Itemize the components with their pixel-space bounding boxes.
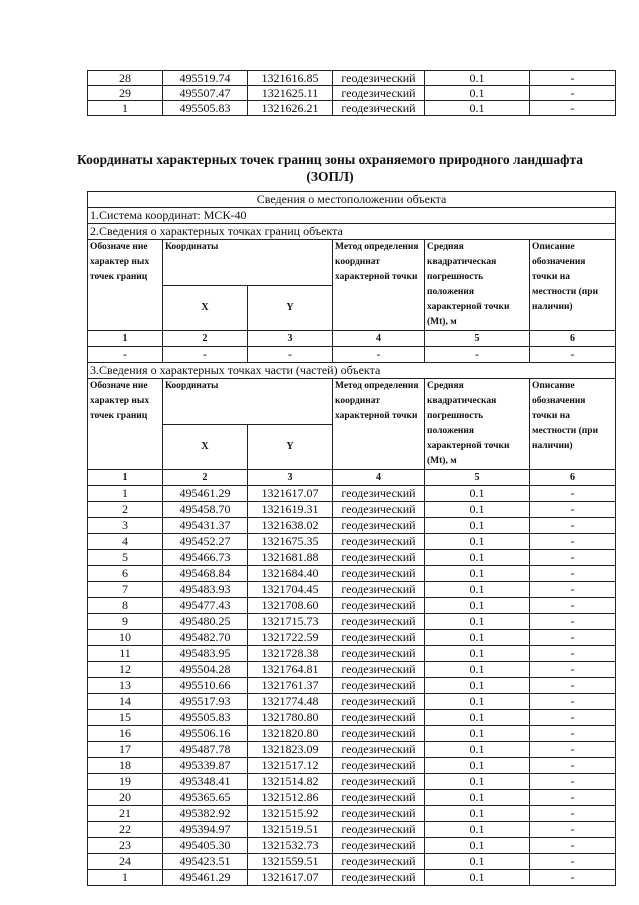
coord-x: 495482.70 [163,630,248,646]
col-num: 5 [425,470,530,486]
point-number: 3 [88,518,163,534]
method: геодезический [333,758,425,774]
coord-x: 495348.41 [163,774,248,790]
description: - [530,630,616,646]
coord-x: 495466.73 [163,550,248,566]
coord-y: 1321512.86 [248,790,333,806]
method: геодезический [333,598,425,614]
table-row [88,566,616,582]
accuracy: 0.1 [425,86,530,101]
method: геодезический [333,678,425,694]
coordinate-system: 1.Система координат: МСК-40 [88,208,616,224]
accuracy: 0.1 [425,806,530,822]
empty-cell: - [530,347,616,363]
coord-y: 1321722.59 [248,630,333,646]
accuracy: 0.1 [425,726,530,742]
description: - [530,838,616,854]
coord-y: 1321617.07 [248,870,333,886]
coord-y: 1321514.82 [248,774,333,790]
method: геодезический [333,806,425,822]
coord-x: 495507.47 [163,86,248,101]
method: геодезический [333,486,425,502]
coord-y: 1321619.31 [248,502,333,518]
coord-y: 1321780.80 [248,710,333,726]
table-row [88,774,616,790]
coord-y: 1321704.45 [248,582,333,598]
description: - [530,694,616,710]
method: геодезический [333,694,425,710]
col-num: 6 [530,331,616,347]
description: - [530,742,616,758]
col-num: 4 [333,331,425,347]
coord-x: 495365.65 [163,790,248,806]
column-numbers-row [88,470,616,486]
header-method: Метод определения координат характерной точки [333,379,425,470]
coord-x: 495382.92 [163,806,248,822]
coord-x: 495452.27 [163,534,248,550]
accuracy: 0.1 [425,838,530,854]
coordinates-rows [88,486,616,886]
method: геодезический [333,774,425,790]
method: геодезический [333,614,425,630]
accuracy: 0.1 [425,550,530,566]
accuracy: 0.1 [425,662,530,678]
continued-coordinates-table [87,70,616,116]
coord-x: 495405.30 [163,838,248,854]
col-num: 3 [248,331,333,347]
coord-y: 1321517.12 [248,758,333,774]
accuracy: 0.1 [425,582,530,598]
col-num: 1 [88,470,163,486]
method: геодезический [333,502,425,518]
coord-y: 1321761.37 [248,678,333,694]
description: - [530,726,616,742]
table-row [88,726,616,742]
table-row [88,486,616,502]
col-num: 4 [333,470,425,486]
accuracy: 0.1 [425,486,530,502]
table-row [88,582,616,598]
continued-coordinates-body [88,71,616,116]
description: - [530,710,616,726]
description: - [530,662,616,678]
point-number: 20 [88,790,163,806]
method: геодезический [333,566,425,582]
header-x: X [163,285,248,331]
point-number: 19 [88,774,163,790]
table-row [88,694,616,710]
method: геодезический [333,710,425,726]
description: - [530,486,616,502]
coord-y: 1321728.38 [248,646,333,662]
accuracy: 0.1 [425,646,530,662]
point-number: 28 [88,71,163,86]
accuracy: 0.1 [425,71,530,86]
empty-cell: - [88,347,163,363]
description: - [530,582,616,598]
accuracy: 0.1 [425,822,530,838]
col-num: 5 [425,331,530,347]
method: геодезический [333,854,425,870]
header-accuracy: Средняя квадратическая погрешность положения характерной точки (Mt), м [425,379,530,470]
coord-x: 495477.43 [163,598,248,614]
coord-x: 495458.70 [163,502,248,518]
table-row [88,806,616,822]
table-row [88,822,616,838]
header-y: Y [248,424,333,470]
accuracy: 0.1 [425,534,530,550]
point-number: 11 [88,646,163,662]
point-number: 9 [88,614,163,630]
point-number: 24 [88,854,163,870]
coord-y: 1321616.85 [248,71,333,86]
empty-cell: - [248,347,333,363]
accuracy: 0.1 [425,790,530,806]
description: - [530,806,616,822]
description: - [530,598,616,614]
table-row [88,870,616,886]
col-num: 3 [248,470,333,486]
header-y: Y [248,285,333,331]
method: геодезический [333,742,425,758]
method: геодезический [333,822,425,838]
coord-x: 495431.37 [163,518,248,534]
method: геодезический [333,86,425,101]
col-num: 2 [163,470,248,486]
method: геодезический [333,582,425,598]
point-number: 15 [88,710,163,726]
coord-x: 495461.29 [163,486,248,502]
empty-data-row [88,347,616,363]
col-num: 2 [163,331,248,347]
description: - [530,790,616,806]
table-row [88,614,616,630]
description: - [530,774,616,790]
header-row-section-3 [88,379,616,425]
table-row [88,502,616,518]
description: - [530,101,616,116]
coord-y: 1321532.73 [248,838,333,854]
description: - [530,854,616,870]
method: геодезический [333,646,425,662]
table-row [88,86,616,101]
coord-x: 495506.16 [163,726,248,742]
coord-x: 495480.25 [163,614,248,630]
point-number: 7 [88,582,163,598]
empty-cell: - [333,347,425,363]
point-number: 2 [88,502,163,518]
method: геодезический [333,630,425,646]
table-row [88,838,616,854]
point-number: 6 [88,566,163,582]
coord-x: 495517.93 [163,694,248,710]
accuracy: 0.1 [425,870,530,886]
empty-cell: - [425,347,530,363]
table-row [88,598,616,614]
description: - [530,758,616,774]
table-row [88,518,616,534]
table-row [88,678,616,694]
method: геодезический [333,662,425,678]
accuracy: 0.1 [425,710,530,726]
table-row [88,646,616,662]
table-row [88,534,616,550]
accuracy: 0.1 [425,101,530,116]
coord-x: 495505.83 [163,710,248,726]
coord-y: 1321626.21 [248,101,333,116]
coord-y: 1321675.35 [248,534,333,550]
coord-x: 495519.74 [163,71,248,86]
page-title: Координаты характерных точек границ зоны охраняемого природного ландшафта (ЗОПЛ) [76,152,584,184]
point-number: 1 [88,486,163,502]
coord-x: 495468.84 [163,566,248,582]
description: - [530,614,616,630]
description: - [530,518,616,534]
coord-y: 1321625.11 [248,86,333,101]
method: геодезический [333,534,425,550]
description: - [530,646,616,662]
accuracy: 0.1 [425,518,530,534]
coord-y: 1321638.02 [248,518,333,534]
header-point-name: Обозначе ние характер ных точек границ [88,379,163,470]
description: - [530,502,616,518]
point-number: 22 [88,822,163,838]
point-number: 12 [88,662,163,678]
table-row [88,742,616,758]
header-accuracy: Средняя квадратическая погрешность положения характерной точки (Mt), м [425,240,530,331]
header-method: Метод определения координат характерной точки [333,240,425,331]
empty-cell: - [163,347,248,363]
coord-x: 495394.97 [163,822,248,838]
point-number: 10 [88,630,163,646]
coord-y: 1321823.09 [248,742,333,758]
coord-y: 1321820.80 [248,726,333,742]
coord-y: 1321681.88 [248,550,333,566]
coord-y: 1321559.51 [248,854,333,870]
coord-x: 495487.78 [163,742,248,758]
coord-x: 495483.95 [163,646,248,662]
table-row [88,710,616,726]
col-num: 1 [88,331,163,347]
accuracy: 0.1 [425,678,530,694]
coord-y: 1321774.48 [248,694,333,710]
point-number: 23 [88,838,163,854]
zopl-coordinates-table [87,191,616,886]
description: - [530,534,616,550]
method: геодезический [333,518,425,534]
point-number: 14 [88,694,163,710]
accuracy: 0.1 [425,694,530,710]
accuracy: 0.1 [425,502,530,518]
method: геодезический [333,790,425,806]
header-coordinates: Координаты [163,379,333,425]
description: - [530,71,616,86]
table-row [88,790,616,806]
coord-x: 495505.83 [163,101,248,116]
coord-y: 1321519.51 [248,822,333,838]
method: геодезический [333,550,425,566]
coord-x: 495510.66 [163,678,248,694]
section-3-title: 3.Сведения о характерных точках части (частей) объекта [88,363,616,379]
accuracy: 0.1 [425,774,530,790]
coord-y: 1321715.73 [248,614,333,630]
table-row [88,758,616,774]
header-point-name: Обозначе ние характер ных точек границ [88,240,163,331]
accuracy: 0.1 [425,630,530,646]
header-coordinates: Координаты [163,240,333,286]
header-row-section-2 [88,240,616,286]
header-description: Описание обозначения точки на местности (при наличии) [530,240,616,331]
description: - [530,822,616,838]
description: - [530,678,616,694]
table-row [88,662,616,678]
description: - [530,870,616,886]
table-row [88,550,616,566]
point-number: 4 [88,534,163,550]
coord-x: 495461.29 [163,870,248,886]
section-2-title: 2.Сведения о характерных точках границ объекта [88,224,616,240]
description: - [530,86,616,101]
coord-x: 495423.51 [163,854,248,870]
coord-x: 495483.93 [163,582,248,598]
coord-x: 495339.87 [163,758,248,774]
point-number: 17 [88,742,163,758]
method: геодезический [333,870,425,886]
coord-y: 1321515.92 [248,806,333,822]
coord-y: 1321617.07 [248,486,333,502]
point-number: 13 [88,678,163,694]
accuracy: 0.1 [425,742,530,758]
point-number: 16 [88,726,163,742]
accuracy: 0.1 [425,614,530,630]
header-description: Описание обозначения точки на местности (при наличии) [530,379,616,470]
table-row [88,101,616,116]
method: геодезический [333,838,425,854]
method: геодезический [333,101,425,116]
description: - [530,550,616,566]
table-row [88,630,616,646]
coord-y: 1321684.40 [248,566,333,582]
method: геодезический [333,726,425,742]
point-number: 8 [88,598,163,614]
point-number: 21 [88,806,163,822]
point-number: 1 [88,870,163,886]
accuracy: 0.1 [425,854,530,870]
description: - [530,566,616,582]
method: геодезический [333,71,425,86]
coord-y: 1321764.81 [248,662,333,678]
coord-x: 495504.28 [163,662,248,678]
section-caption: Сведения о местоположении объекта [88,192,616,208]
coord-y: 1321708.60 [248,598,333,614]
point-number: 1 [88,101,163,116]
col-num: 6 [530,470,616,486]
point-number: 5 [88,550,163,566]
accuracy: 0.1 [425,758,530,774]
accuracy: 0.1 [425,598,530,614]
header-x: X [163,424,248,470]
table-row [88,854,616,870]
point-number: 18 [88,758,163,774]
column-numbers-row [88,331,616,347]
accuracy: 0.1 [425,566,530,582]
point-number: 29 [88,86,163,101]
table-row [88,71,616,86]
